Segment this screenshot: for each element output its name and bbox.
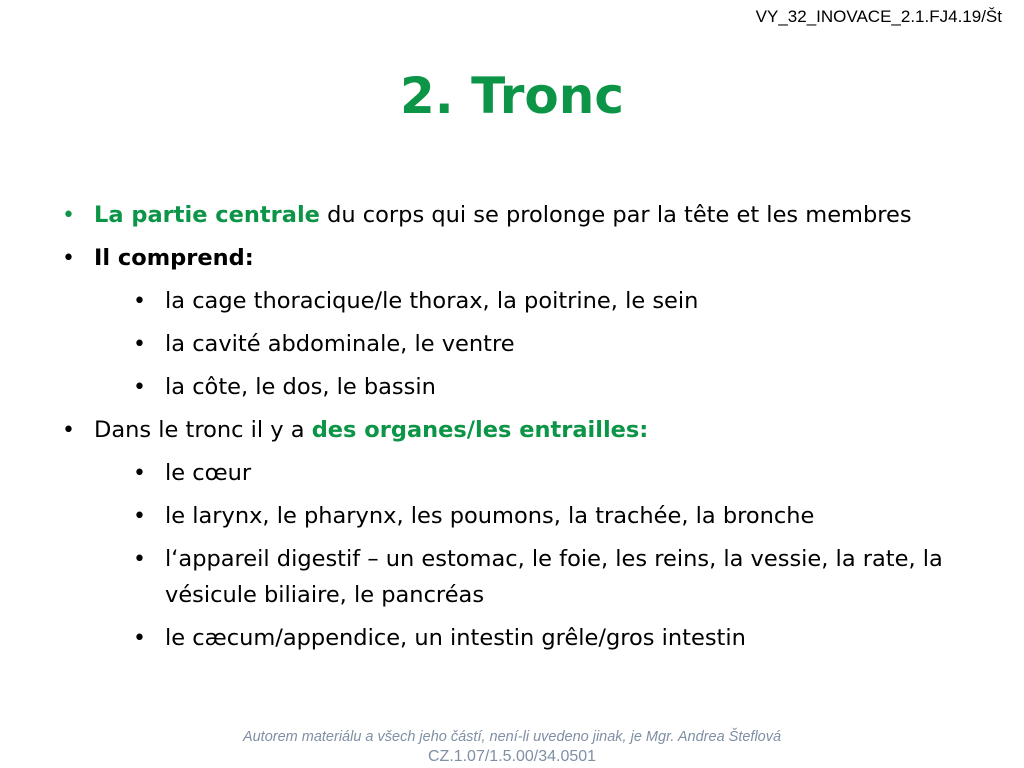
bullet-icon: • xyxy=(133,547,146,572)
bullet-icon: • xyxy=(133,289,146,314)
item-text: la cage thoracique/le thorax, la poitrine, le sein xyxy=(165,288,699,314)
sub-item-abdomen xyxy=(0,323,1024,366)
item-text: la côte, le dos, le bassin xyxy=(165,374,436,400)
item-text: l‘appareil digestif – un estomac, le foie, les reins, la vessie, la rate, la vésicule biliaire, le pancréas xyxy=(165,546,943,608)
bullet-icon: • xyxy=(133,504,146,529)
item-text: le cæcum/appendice, un intestin grêle/gros intestin xyxy=(165,625,746,651)
sub-item-digestive xyxy=(0,538,1024,617)
slide-title: 2. Tronc xyxy=(399,67,625,125)
document-code: VY_32_INOVACE_2.1.FJ4.19/Št xyxy=(755,7,1002,26)
item-text: le larynx, le pharynx, les poumons, la trachée, la bronche xyxy=(165,503,815,529)
bullet-icon: • xyxy=(62,246,75,271)
bullet-icon: • xyxy=(62,418,75,443)
footer-project-code: CZ.1.07/1.5.00/34.0501 xyxy=(427,748,597,765)
item-text: le cœur xyxy=(165,460,252,486)
list-item-includes xyxy=(0,237,1024,280)
highlight-text: des organes/les entrailles: xyxy=(311,417,649,443)
sub-item-respiratory xyxy=(0,495,1024,538)
list-item-text xyxy=(94,409,648,452)
item-text: Dans le tronc il y a xyxy=(94,417,312,443)
bullet-icon: • xyxy=(133,626,146,651)
item-text: du corps qui se prolonge par la tête et les membres xyxy=(319,202,912,228)
sub-item-thorax xyxy=(0,280,1024,323)
bullet-icon: • xyxy=(133,332,146,357)
item-text: la cavité abdominale, le ventre xyxy=(165,331,515,357)
list-item-central-part xyxy=(0,194,1024,237)
list-item-text xyxy=(94,194,912,237)
bullet-icon: • xyxy=(133,375,146,400)
footer-author: Autorem materiálu a všech jeho částí, není-li uvedeno jinak, je Mgr. Andrea Šteflová xyxy=(242,729,782,745)
bullet-icon: • xyxy=(133,461,146,486)
sub-item-intestine xyxy=(0,617,1024,660)
list-item-organs xyxy=(0,409,1024,452)
highlight-text: La partie centrale xyxy=(94,202,320,228)
bullet-icon: • xyxy=(62,203,75,228)
item-text: Il comprend: xyxy=(94,245,254,271)
bullet-list xyxy=(0,194,1024,660)
sub-item-heart xyxy=(0,452,1024,495)
sub-item-back xyxy=(0,366,1024,409)
